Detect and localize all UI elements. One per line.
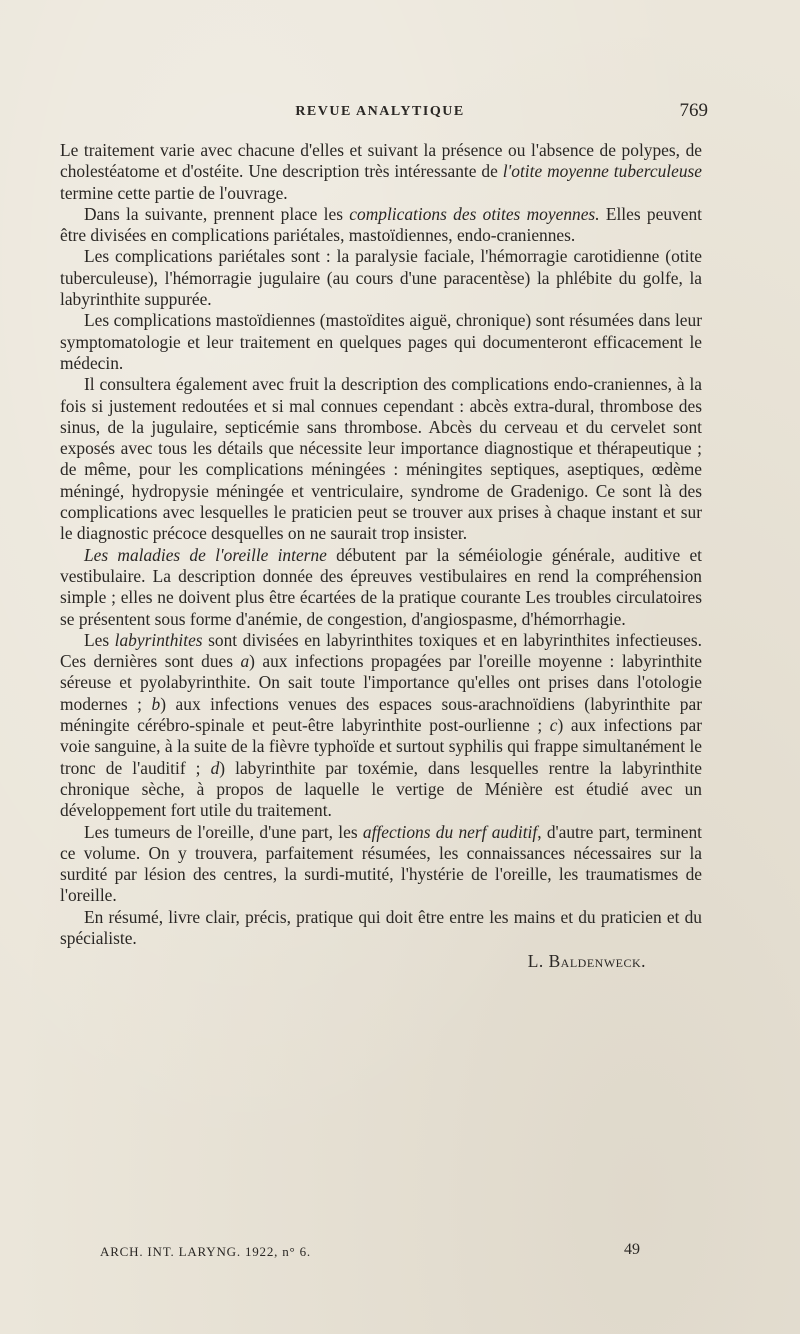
body-paragraph	[60, 310, 702, 374]
italic-phrase: c	[549, 715, 558, 736]
page-footer	[100, 1241, 640, 1266]
body-paragraph	[60, 140, 702, 204]
text-run: sont divisées en labyrinthites toxiques et en labyrinthites infectieuses. Ces dernières sont dues	[60, 629, 703, 672]
text-run: ) aux infections propagées par l'oreille moyenne : labyrinthite séreuse et pyolabyrinthite. On sait toute l'importance qu'elles ont prises dans l'otologie modernes ;	[60, 651, 702, 714]
text-run: Les complications mastoïdiennes (mastoïdites aiguë, chronique) sont résumées dans leur symptomatologie et leur traitement en quelques pages qui documenteront efficacement le médecin.	[60, 310, 702, 373]
text-run: Les tumeurs de l'oreille, d'une part, les	[84, 821, 363, 842]
signature-mark: 49	[624, 1241, 640, 1258]
italic-phrase: b	[151, 693, 161, 714]
body-paragraph	[60, 545, 702, 630]
journal-reference: ARCH. INT. LARYNG. 1922, n° 6.	[100, 1244, 311, 1259]
author-signature: L. Baldenweck.	[527, 951, 646, 972]
text-run: Les complications pariétales sont : la paralysie faciale, l'hémorragie carotidienne (otite tuberculeuse), l'hémorragie jugulaire (au cours d'une paracentèse) la phlébite du golfe, la labyrinthite suppurée.	[60, 246, 702, 310]
text-run: Il consultera également avec fruit la description des complications endo-craniennes, à la fois si justement redoutées et si mal connues cependant : abcès extra-dural, thrombose des sinus, de la jugulaire, septicémie sans thrombose. Abcès du cerveau et du cervelet sont exposés avec tous les détails que nécessite leur importance diagnostique et thérapeutique ; de même, pour les complications méningées : méningites septiques, aseptiques, œdème méningé, hydropysie méningée et ventriculaire, syndrome de Gradenigo. Ce sont là des complications avec lesquelles le praticien peut se trouver aux prises à chaque instant et sur le diagnostic précoce desquelles on ne saurait trop insister.	[60, 374, 702, 544]
text-run: , d'autre part, terminent ce volume. On y trouvera, parfaitement résumées, les connaissances nécessaires sur la surdité par lésion des centres, la surdi-mutité, l'hystérie de l'oreille, les traumatismes de l'oreille.	[60, 821, 702, 906]
text-run: Dans la suivante, prennent place les	[84, 203, 350, 224]
text-run: termine cette partie de l'ouvrage.	[60, 182, 288, 203]
running-head: REVUE ANALYTIQUE	[295, 104, 465, 119]
review-body	[60, 140, 702, 973]
italic-phrase: Les maladies de l'oreille interne	[84, 544, 327, 565]
body-paragraph	[60, 630, 702, 822]
page-number: 769	[679, 100, 708, 121]
italic-phrase: a	[240, 651, 250, 672]
page-header	[60, 100, 708, 124]
text-run: En résumé, livre clair, précis, pratique qui doit être entre les mains et du praticien et du spécialiste.	[60, 906, 702, 948]
italic-phrase: l'otite moyenne tuberculeuse	[502, 161, 703, 182]
italic-phrase: d	[210, 757, 220, 778]
body-paragraph	[60, 204, 702, 247]
body-paragraph	[60, 822, 702, 907]
text-run: ) labyrinthite par toxémie, dans lesquelles rentre la labyrinthite chronique sèche, à propos de laquelle le vertige de Ménière est étudié avec un développement fort utile du traitement.	[60, 757, 702, 821]
text-run: Elles peuvent être divisées en complications pariétales, mastoïdiennes, endo-craniennes.	[60, 203, 702, 246]
body-paragraph	[60, 374, 702, 544]
body-paragraph	[60, 907, 702, 950]
text-run: Le traitement varie avec chacune d'elles et suivant la présence ou l'absence de polypes, de cholestéatome et d'ostéite. Une description très intéressante de	[60, 140, 702, 182]
text-run: ) aux infections venues des espaces sous-arachnoïdiens (labyrinthite par méningite cérébro-spinale et peut-être labyrinthite post-ourlienne ;	[60, 693, 703, 736]
text-run: ) aux infections par voie sanguine, à la suite de la fièvre typhoïde et surtout syphilis qui frappe simultanément le tronc de l'auditif ;	[60, 715, 702, 778]
italic-phrase: labyrinthites	[114, 629, 203, 650]
text-run: Les	[84, 629, 115, 650]
text-run: débutent par la séméiologie générale, auditive et vestibulaire. La description donnée des épreuves vestibulaires en rend la compréhension simple ; elles ne doivent plus être écartées de la pratique courante Les troubles circulatoires se présentent sous forme d'anémie, de congestion, d'angiospasme, d'hémorrhagie.	[60, 544, 702, 629]
italic-phrase: affections du nerf auditif	[362, 821, 538, 842]
body-paragraph	[60, 246, 702, 310]
italic-phrase: complications des otites moyennes.	[349, 203, 600, 224]
